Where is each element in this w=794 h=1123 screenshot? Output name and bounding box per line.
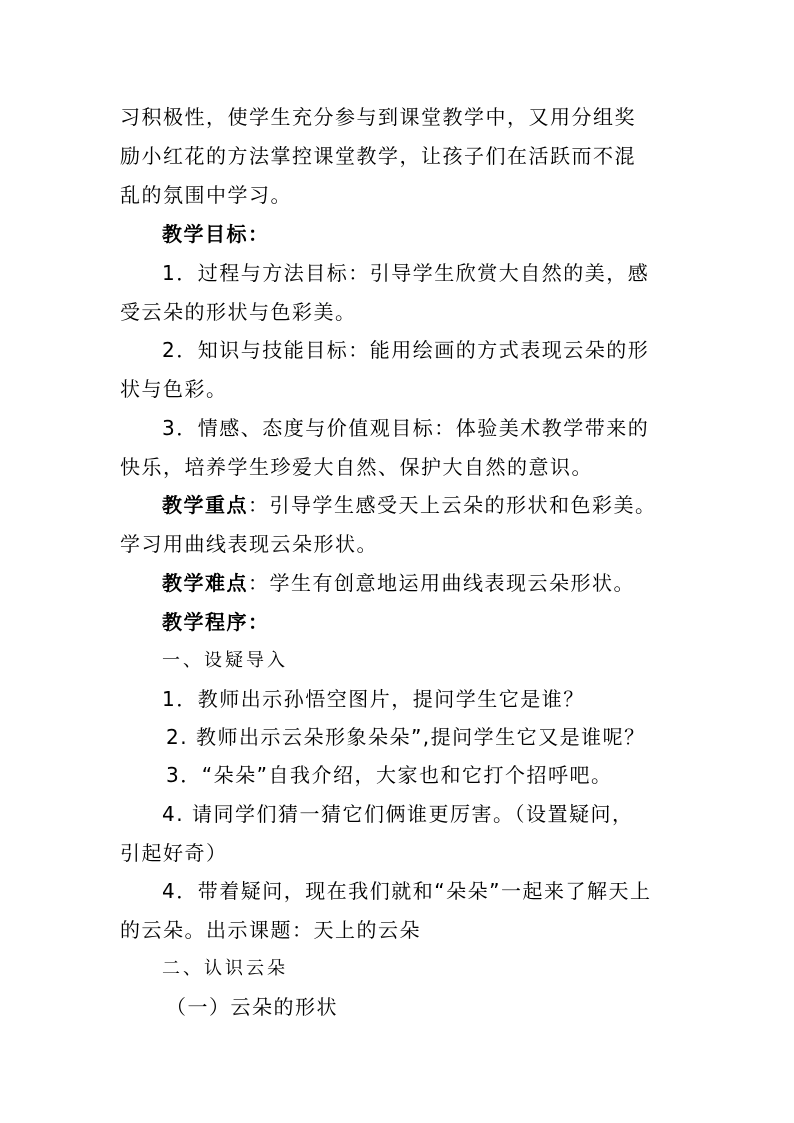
paragraph-line: 状与色彩。 <box>120 377 228 401</box>
difficulties-label: 教学难点 <box>162 571 248 595</box>
step-item-5: 4．带着疑问，现在我们就和“朵朵”一起来了解天上 <box>162 879 652 903</box>
step-item-3: 3．“朵朵”自我介绍，大家也和它打个招呼吧。 <box>166 763 613 787</box>
section-heading-clouds: 二、认识云朵 <box>162 958 288 979</box>
paragraph-line: 励小红花的方法掌控课堂教学，让孩子们在活跃而不混 <box>120 144 636 168</box>
difficulties-line <box>162 570 680 596</box>
goal-item-1: 1．过程与方法目标：引导学生欣赏大自然的美，感 <box>162 261 650 285</box>
step-item-2: 2. 教师出示云朵形象朵朵”,提问学生它又是谁呢？ <box>166 725 646 749</box>
section-heading-goals: 教学目标： <box>162 222 270 246</box>
paragraph-line: 的云朵。出示课题：天上的云朵 <box>120 918 421 942</box>
section-heading-intro: 一、设疑导入 <box>162 650 288 671</box>
key-points-line <box>162 492 680 518</box>
paragraph-line: 受云朵的形状与色彩美。 <box>120 300 357 324</box>
paragraph-line: 学习用曲线表现云朵形状。 <box>120 532 378 556</box>
key-points-label: 教学重点 <box>162 493 248 517</box>
key-points-text: ：引导学生感受天上云朵的形状和色彩美。 <box>248 493 657 517</box>
difficulties-text: ：学生有创意地运用曲线表现云朵形状。 <box>248 571 635 595</box>
goal-item-2: 2．知识与技能目标：能用绘画的方式表现云朵的形 <box>162 338 650 362</box>
goal-item-3: 3．情感、态度与价值观目标：体验美术教学带来的 <box>162 416 650 440</box>
step-item-4: 4. 请同学们猜一猜它们俩谁更厉害。（设置疑问， <box>162 802 634 826</box>
section-heading-procedure: 教学程序： <box>162 610 270 634</box>
paragraph-line: 引起好奇） <box>120 841 228 865</box>
step-item-1: 1．教师出示孙悟空图片，提问学生它是谁？ <box>162 687 585 711</box>
paragraph-line: 习积极性，使学生充分参与到课堂教学中，又用分组奖 <box>120 105 636 129</box>
paragraph-line: 快乐，培养学生珍爱大自然、保护大自然的意识。 <box>120 455 593 479</box>
subsection-heading-shape: （一）云朵的形状 <box>166 995 338 1019</box>
paragraph-line: 乱的氛围中学习。 <box>120 183 292 207</box>
